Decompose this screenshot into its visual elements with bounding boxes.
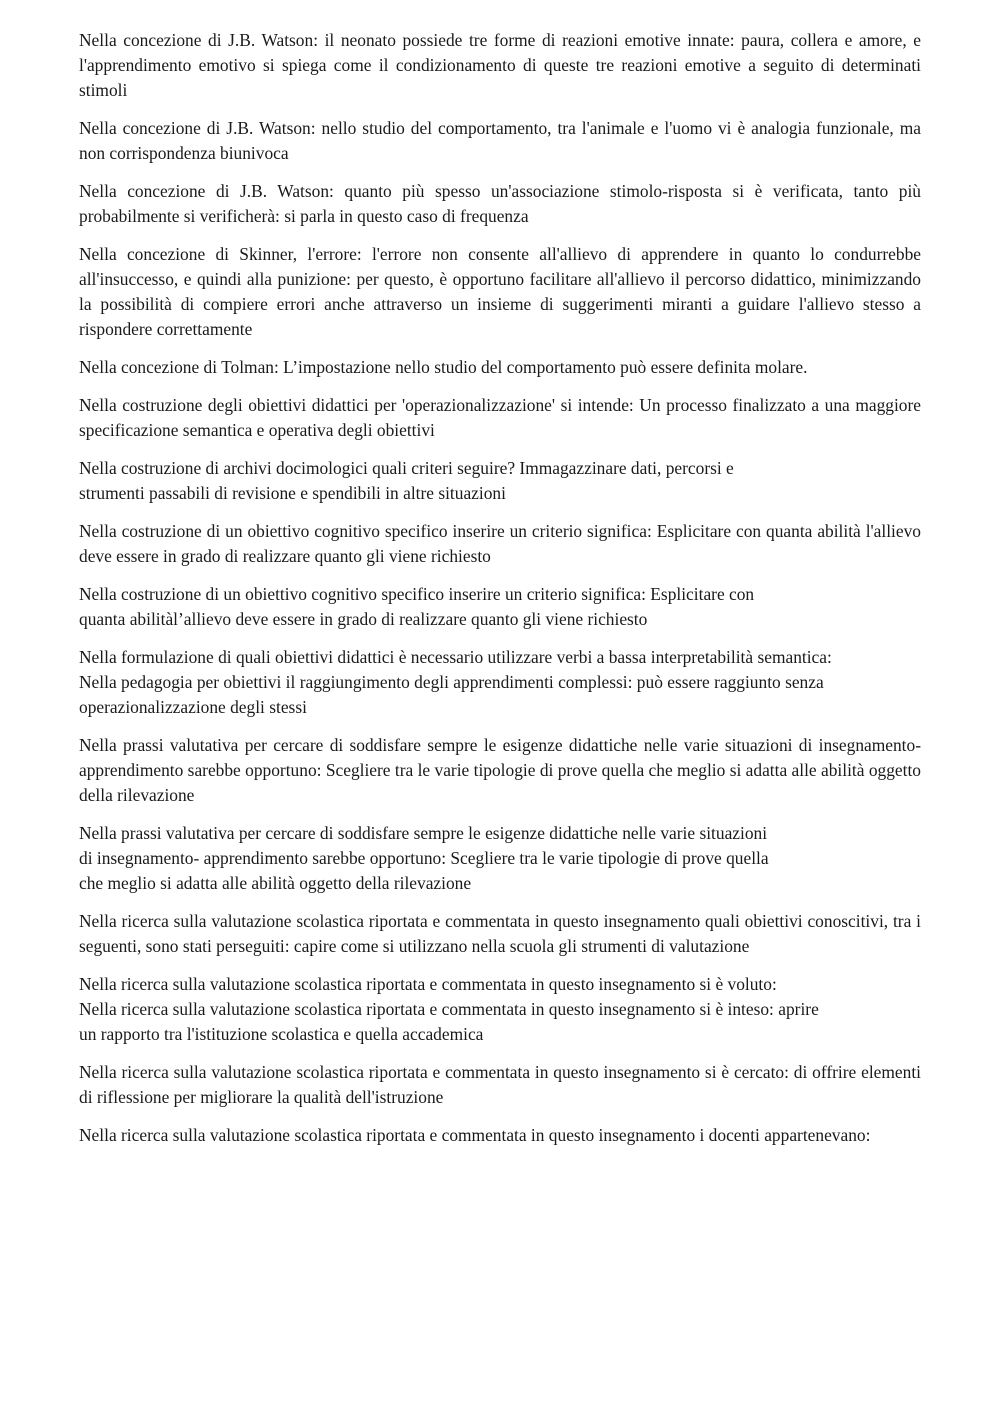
paragraph-line: Nella ricerca sulla valutazione scolastica riportata e commentata in questo insegnamento si è inteso: aprire [79,999,819,1019]
paragraph-line: Nella costruzione di un obiettivo cognitivo specifico inserire un criterio significa: Esplicitare con [79,584,755,604]
paragraph-line: Nella prassi valutativa per cercare di soddisfare sempre le esigenze didattiche nelle varie situazioni [79,823,768,843]
paragraph: Nella concezione di Skinner, l'errore: l'errore non consente all'allievo di apprendere in quanto lo condurrebbe all'insuccesso, e quindi alla punizione: per questo, è opportuno facilitare all'allievo il percorso didattico, minimizzando la possibilità di compiere errori anche attraverso un insieme di suggerimenti miranti a guidare l'allievo stesso a rispondere correttamente [79,244,921,339]
paragraph-line: Nella formulazione di quali obiettivi didattici è necessario utilizzare verbi a bassa interpretabilità semantica: [79,647,832,667]
paragraph-line: Nella costruzione di archivi docimologici quali criteri seguire? Immagazzinare dati, percorsi e [79,458,734,478]
paragraph [79,456,921,506]
paragraph [79,972,921,1047]
paragraph-line: operazionalizzazione degli stessi [79,697,307,717]
paragraph-line: che meglio si adatta alle abilità oggetto della rilevazione [79,873,472,893]
paragraph-line: un rapporto tra l'istituzione scolastica e quella accademica [79,1024,484,1044]
paragraph: Nella costruzione di un obiettivo cognitivo specifico inserire un criterio significa: Esplicitare con quanta abilità l'allievo deve essere in grado di realizzare quanto gli viene richiesto [79,521,921,566]
paragraph [79,645,921,720]
paragraph: Nella concezione di J.B. Watson: quanto più spesso un'associazione stimolo-risposta si è verificata, tanto più probabilmente si verificherà: si parla in questo caso di frequenza [79,181,921,226]
paragraph-line: Nella pedagogia per obiettivi il raggiungimento degli apprendimenti complessi: può essere raggiunto senza [79,672,824,692]
paragraph-line: quanta abilitàl’allievo deve essere in grado di realizzare quanto gli viene richiesto [79,609,648,629]
paragraph-line: di insegnamento- apprendimento sarebbe opportuno: Scegliere tra le varie tipologie di prove quella [79,848,769,868]
document-body [79,28,921,1161]
paragraph [79,821,921,896]
paragraph-line: strumenti passabili di revisione e spendibili in altre situazioni [79,483,506,503]
paragraph [79,582,921,632]
paragraph: Nella ricerca sulla valutazione scolastica riportata e commentata in questo insegnamento i docenti appartenevano: [79,1125,871,1145]
paragraph: Nella prassi valutativa per cercare di soddisfare sempre le esigenze didattiche nelle varie situazioni di insegnamento- apprendimento sarebbe opportuno: Scegliere tra le varie tipologie di prove quella che meglio si adatta alle abilità oggetto della rilevazione [79,735,921,805]
paragraph-line: Nella ricerca sulla valutazione scolastica riportata e commentata in questo insegnamento si è voluto: [79,974,777,994]
paragraph: Nella concezione di Tolman: L’impostazione nello studio del comportamento può essere definita molare. [79,357,808,377]
paragraph: Nella ricerca sulla valutazione scolastica riportata e commentata in questo insegnamento si è cercato: di offrire elementi di riflessione per migliorare la qualità dell'istruzione [79,1062,921,1107]
paragraph: Nella ricerca sulla valutazione scolastica riportata e commentata in questo insegnamento quali obiettivi conoscitivi, tra i seguenti, sono stati perseguiti: capire come si utilizzano nella scuola gli strumenti di valutazione [79,911,921,956]
paragraph: Nella costruzione degli obiettivi didattici per 'operazionalizzazione' si intende: Un processo finalizzato a una maggiore specificazione semantica e operativa degli obiettivi [79,395,921,440]
paragraph: Nella concezione di J.B. Watson: nello studio del comportamento, tra l'animale e l'uomo vi è analogia funzionale, ma non corrispondenza biunivoca [79,118,921,163]
paragraph: Nella concezione di J.B. Watson: il neonato possiede tre forme di reazioni emotive innate: paura, collera e amore, e l'apprendimento emotivo si spiega come il condizionamento di queste tre reazioni emotive a seguito di determinati stimoli [79,30,921,100]
